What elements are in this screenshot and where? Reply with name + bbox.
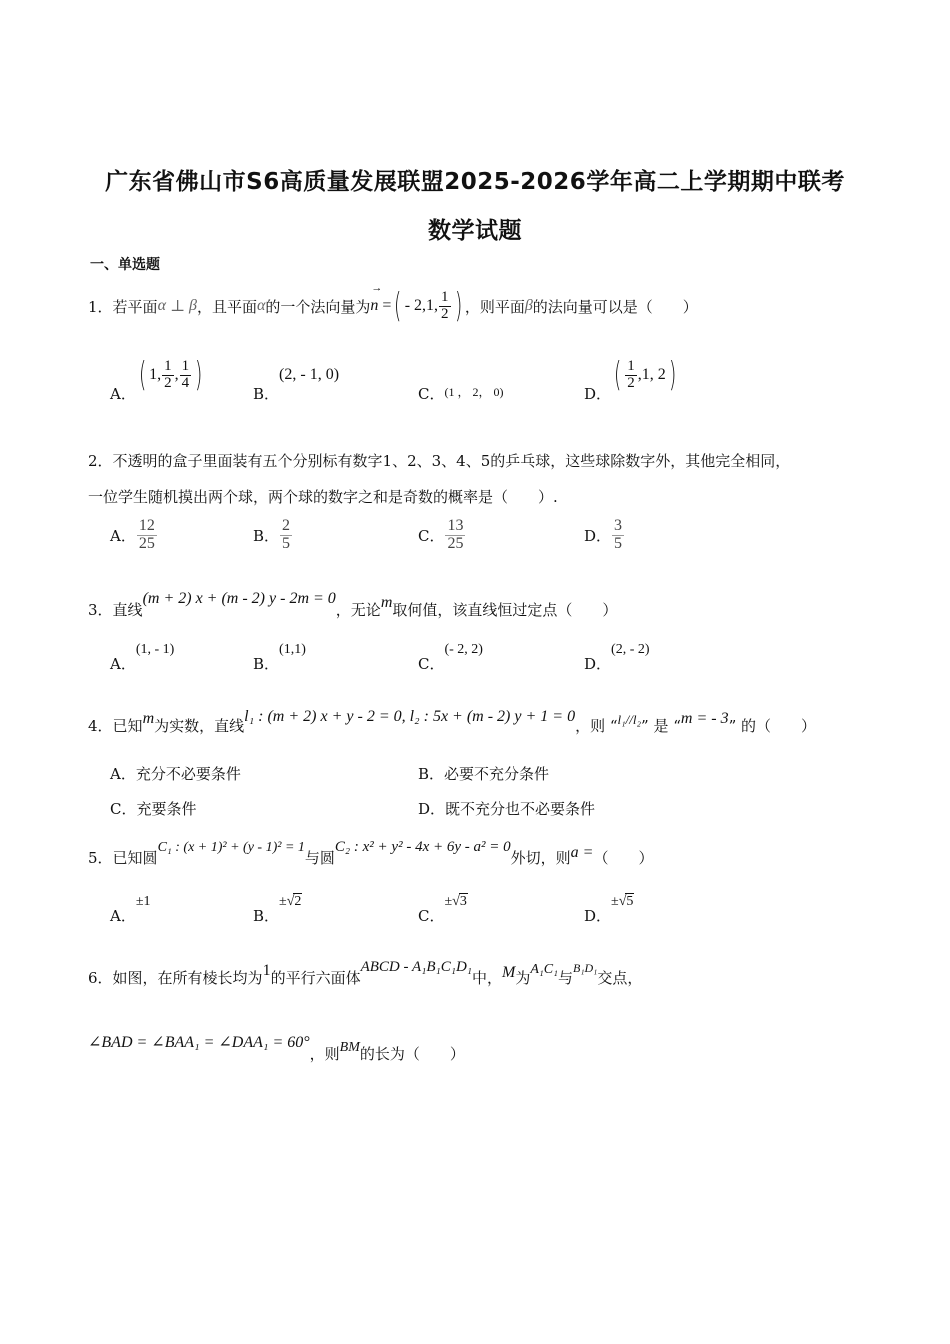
math-expression: m bbox=[380, 594, 393, 611]
math-expression: , bbox=[174, 366, 179, 383]
math-expression: a = bbox=[570, 844, 594, 861]
option-label: B． bbox=[253, 526, 280, 545]
question-text: ” 是 “ bbox=[641, 717, 681, 735]
option-label: D． bbox=[584, 655, 612, 673]
option-b[interactable] bbox=[253, 360, 339, 406]
question-text: 为实数，直线 bbox=[154, 717, 245, 735]
question-3 bbox=[88, 580, 617, 620]
option-label: A． bbox=[110, 907, 136, 925]
question-text: 的法向量可以是（ ） bbox=[532, 297, 698, 316]
math-expression: ∠BAD = ∠BAA₁ = ∠DAA₁ = 60° bbox=[88, 1034, 310, 1051]
option-a[interactable] bbox=[110, 892, 151, 926]
option-a[interactable] bbox=[110, 518, 158, 553]
paren-right: ) bbox=[668, 355, 677, 395]
option-value: ±√5 bbox=[611, 894, 634, 909]
option-d[interactable] bbox=[584, 518, 625, 553]
math-expression: C₂ : x² + y² - 4x + 6y - a² = 0 bbox=[334, 839, 511, 855]
math-expression: BM bbox=[339, 1040, 360, 1055]
question-number: 6． bbox=[88, 969, 113, 987]
question-5 bbox=[88, 832, 653, 868]
option-d[interactable] bbox=[584, 355, 679, 406]
option-c[interactable] bbox=[418, 892, 468, 926]
question-text: 与圆 bbox=[304, 849, 335, 867]
math-expression: l₁//l₂ bbox=[617, 712, 642, 727]
option-label: D． bbox=[584, 907, 612, 925]
question-2 bbox=[88, 450, 790, 471]
option-a[interactable] bbox=[110, 355, 205, 406]
question-text: 如图，在所有棱长均为 bbox=[112, 969, 263, 987]
math-expression: - 2,1, bbox=[404, 297, 439, 314]
option-text: 充要条件 bbox=[136, 800, 197, 818]
vector-n: → n bbox=[370, 282, 383, 314]
question-number: 5． bbox=[88, 849, 113, 867]
math-expression: ,1, 2 bbox=[637, 366, 666, 383]
option-value: (1,1) bbox=[279, 642, 306, 657]
paren-left: ( bbox=[394, 286, 402, 326]
option-c[interactable] bbox=[110, 798, 197, 819]
math-expression: M bbox=[502, 964, 516, 981]
math-expression: ⊥ bbox=[165, 298, 190, 315]
question-text: 的长为（ ） bbox=[359, 1045, 465, 1063]
option-label: B． bbox=[253, 907, 280, 925]
option-d[interactable] bbox=[584, 892, 634, 926]
question-text: 与 bbox=[557, 969, 573, 987]
option-value: (- 2, 2) bbox=[444, 642, 483, 657]
math-expression: ABCD - A₁B₁C₁D₁ bbox=[360, 959, 472, 975]
question-text: 已知 bbox=[112, 717, 143, 735]
option-value: ±1 bbox=[135, 894, 151, 909]
math-expression: α bbox=[257, 297, 266, 314]
option-value: ±√2 bbox=[279, 894, 302, 909]
page-subtitle: 数学试题 bbox=[428, 218, 522, 244]
paren-left: ( bbox=[138, 355, 147, 395]
option-b[interactable] bbox=[253, 640, 306, 674]
option-text: 必要不充分条件 bbox=[444, 765, 550, 783]
fraction: $\frac{2}{5}$ bbox=[282, 517, 291, 552]
question-1 bbox=[88, 276, 698, 336]
paren-left: ( bbox=[614, 355, 622, 395]
option-text: 既不充分也不必要条件 bbox=[445, 800, 596, 818]
option-b[interactable] bbox=[253, 518, 293, 553]
question-text: 取何值，该直线恒过定点（ ） bbox=[392, 601, 618, 619]
option-label: A． bbox=[110, 526, 136, 545]
option-label: B． bbox=[253, 385, 280, 403]
option-a[interactable] bbox=[110, 640, 174, 674]
option-c[interactable] bbox=[418, 518, 466, 553]
question-text: 不透明的盒子里面装有五个分别标有数字1、2、3、4、5的乒乓球，这些球除数字外，其他完全相同， bbox=[112, 452, 791, 470]
fraction: $\frac{1}{4}$ bbox=[181, 357, 190, 391]
option-value: (2, - 2) bbox=[611, 642, 650, 657]
math-expression: 1, bbox=[149, 366, 162, 383]
math-expression: β bbox=[189, 297, 197, 314]
question-number: 2． bbox=[88, 452, 113, 470]
paren-right: ) bbox=[195, 355, 203, 395]
question-text: 的一个法向量为 bbox=[265, 297, 371, 316]
question-text: 已知圆 bbox=[112, 849, 158, 867]
math-expression: 1 bbox=[262, 962, 271, 979]
question-6-line2 bbox=[88, 1024, 465, 1064]
fraction: $\frac{12}{25}$ bbox=[138, 517, 155, 552]
fraction: $\frac{1}{2}$ bbox=[627, 357, 635, 391]
option-label: B． bbox=[418, 765, 445, 783]
question-text: ，则 bbox=[309, 1045, 340, 1063]
option-value: (2, - 1, 0) bbox=[279, 366, 340, 383]
question-text: 的平行六面体 bbox=[270, 969, 361, 987]
question-text: ，无论 bbox=[335, 601, 381, 619]
option-label: D． bbox=[418, 800, 446, 818]
option-label: B． bbox=[253, 655, 280, 673]
question-text: 交点， bbox=[597, 969, 643, 987]
math-expression: A₁C₁ bbox=[530, 962, 558, 977]
math-expression: C₁ : (x + 1)² + (y - 1)² = 1 bbox=[157, 840, 305, 855]
question-text: ，则 “ bbox=[575, 717, 618, 735]
math-expression: (m + 2) x + (m - 2) y - 2m = 0 bbox=[142, 590, 336, 607]
fraction: $\frac{1}{2}$ bbox=[164, 357, 172, 391]
question-text: ” 的（ ） bbox=[728, 717, 817, 735]
option-label: D． bbox=[584, 526, 612, 545]
fraction: $\frac{13}{25}$ bbox=[447, 517, 464, 552]
option-d[interactable] bbox=[584, 640, 650, 674]
option-label: C． bbox=[418, 385, 445, 403]
paren-right: ) bbox=[454, 286, 462, 326]
option-b[interactable] bbox=[253, 892, 302, 926]
option-label: A． bbox=[110, 655, 136, 673]
question-text: （ ） bbox=[593, 849, 654, 867]
fraction: $\frac{1}{2}$ bbox=[441, 288, 449, 322]
option-label: C． bbox=[110, 800, 137, 818]
math-expression: = bbox=[378, 297, 392, 314]
question-number: 3． bbox=[88, 601, 113, 619]
question-text: 外切，则 bbox=[510, 849, 571, 867]
math-expression: α bbox=[157, 297, 166, 314]
option-label: D． bbox=[584, 385, 612, 403]
option-label: C． bbox=[418, 526, 445, 545]
question-text: 中， bbox=[472, 969, 503, 987]
option-value: (1, - 1) bbox=[135, 642, 175, 657]
option-label: C． bbox=[418, 907, 445, 925]
question-6 bbox=[88, 952, 642, 988]
question-text: ，且平面 bbox=[196, 297, 257, 316]
option-b[interactable] bbox=[418, 763, 549, 784]
question-text: ，则平面 bbox=[464, 297, 525, 316]
math-expression: m bbox=[142, 710, 155, 727]
question-text: 直线 bbox=[112, 601, 143, 619]
option-c[interactable] bbox=[418, 360, 503, 406]
page-title: 广东省佛山市S6高质量发展联盟2025-2026学年高二上学期期中联考 bbox=[105, 169, 845, 195]
option-value: ±√3 bbox=[444, 894, 467, 909]
option-label: C． bbox=[418, 655, 445, 673]
math-expression: B₁D₁ bbox=[573, 961, 598, 975]
option-label: A． bbox=[110, 765, 136, 783]
question-text: 若平面 bbox=[112, 297, 158, 316]
question-number: 1． bbox=[88, 297, 113, 316]
math-expression: m = - 3 bbox=[680, 710, 729, 727]
math-expression: β bbox=[524, 297, 533, 314]
question-text: 为 bbox=[515, 969, 531, 987]
question-4 bbox=[88, 700, 816, 736]
option-a[interactable] bbox=[110, 763, 241, 784]
option-d[interactable] bbox=[418, 798, 595, 819]
section-heading: 一、单选题 bbox=[90, 257, 160, 273]
question-2-line2: 一位学生随机摸出两个球，两个球的数字之和是奇数的概率是（ ）. bbox=[88, 488, 558, 506]
option-c[interactable] bbox=[418, 640, 483, 674]
question-number: 4． bbox=[88, 717, 113, 735]
option-value: (1 ， 2， 0) bbox=[444, 385, 504, 399]
option-text: 充分不必要条件 bbox=[135, 765, 241, 783]
fraction: $\frac{3}{5}$ bbox=[614, 517, 623, 552]
option-label: A． bbox=[110, 385, 136, 403]
math-expression: l₁ : (m + 2) x + y - 2 = 0, l₂ : 5x + (m - 2) y + 1 = 0 bbox=[244, 708, 576, 725]
